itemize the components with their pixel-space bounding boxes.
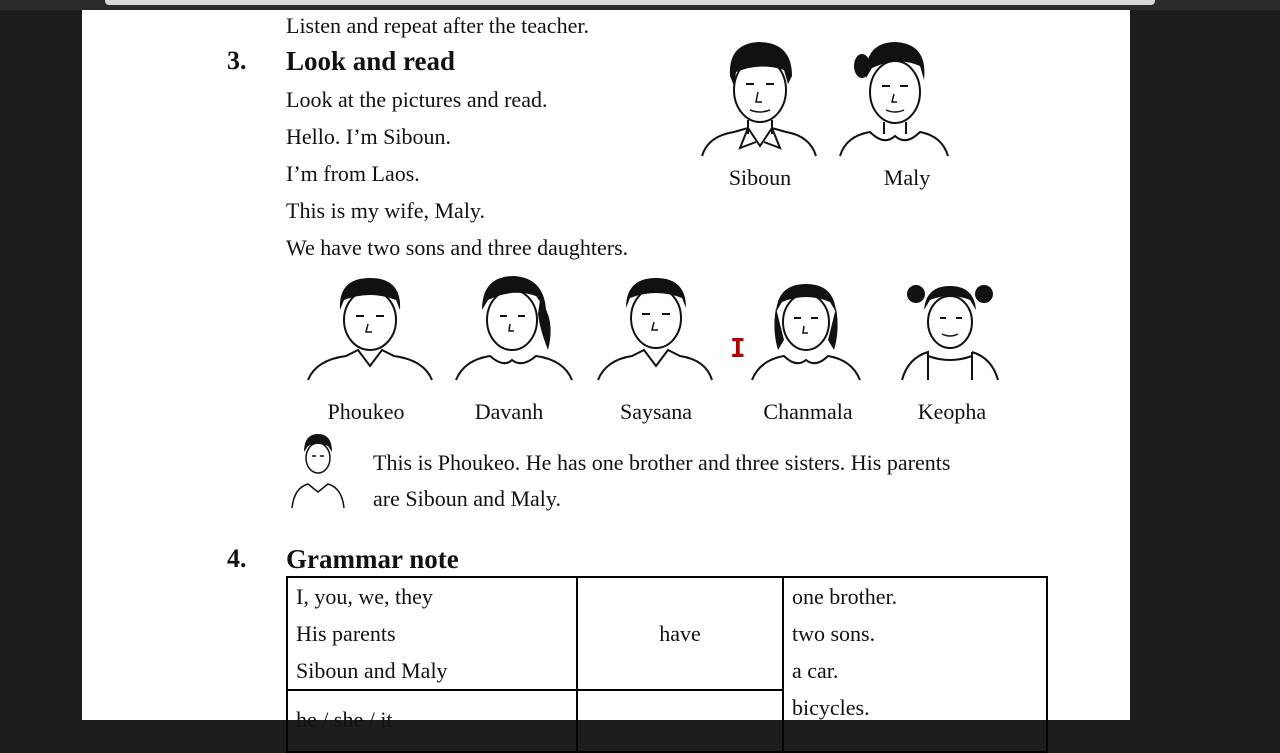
verb-have: have: [659, 620, 701, 646]
scroll-indicator: [105, 0, 1155, 5]
verb-cell: [577, 577, 783, 690]
object-item: bicycles.: [792, 695, 870, 720]
verb-cell-2: [577, 690, 783, 752]
browser-top-bar: [0, 0, 1280, 10]
girl-portrait-icon: [452, 270, 576, 382]
object-item: two sons.: [792, 621, 876, 646]
objects-cell: [783, 577, 1047, 752]
man-portrait-icon: [700, 36, 818, 158]
section3-number: 3.: [227, 46, 247, 75]
caption-line-2: are Siboun and Maly.: [373, 486, 561, 511]
document-page: [82, 10, 1130, 732]
section4-number: 4.: [227, 544, 247, 573]
child-name-saysana: Saysana: [619, 399, 693, 424]
object-item: one brother.: [792, 584, 898, 609]
woman-portrait-icon: [838, 36, 950, 158]
child-name-keopha: Keopha: [917, 399, 987, 424]
grammar-table: [286, 576, 1048, 753]
boy-portrait-icon: [306, 274, 434, 382]
read-line-2: Hello. I’m Siboun.: [286, 124, 451, 149]
subjects-cell: [287, 577, 577, 690]
subjects-cell-2: [287, 690, 577, 752]
read-line-5: We have two sons and three daughters.: [286, 235, 629, 260]
small-boy-portrait-icon: [290, 432, 346, 510]
little-girl-portrait-icon: [898, 280, 1002, 382]
parent-name-maly: Maly: [883, 165, 931, 190]
intro-line: Listen and repeat after the teacher.: [286, 13, 589, 38]
subject-item: Siboun and Maly: [296, 658, 448, 683]
read-line-1: Look at the pictures and read.: [286, 87, 548, 112]
section4-title: Grammar note: [286, 544, 459, 574]
object-item: a car.: [792, 658, 839, 683]
section3-title: Look and read: [286, 46, 456, 76]
girl-portrait-icon: [750, 280, 862, 382]
child-name-phoukeo: Phoukeo: [327, 399, 405, 424]
boy-portrait-icon: [596, 274, 714, 382]
parent-name-siboun: Siboun: [728, 165, 792, 190]
child-name-chanmala: Chanmala: [763, 399, 853, 424]
subject-item: he / she / it: [296, 707, 393, 732]
read-line-3: I’m from Laos.: [286, 161, 420, 186]
text-cursor-icon: I: [730, 334, 746, 364]
subject-item: I, you, we, they: [296, 584, 433, 609]
subject-item: His parents: [296, 621, 396, 646]
caption-line-1: This is Phoukeo. He has one brother and three sisters. His parents: [373, 450, 951, 475]
child-name-davanh: Davanh: [474, 399, 544, 424]
read-line-4: This is my wife, Maly.: [286, 198, 485, 223]
